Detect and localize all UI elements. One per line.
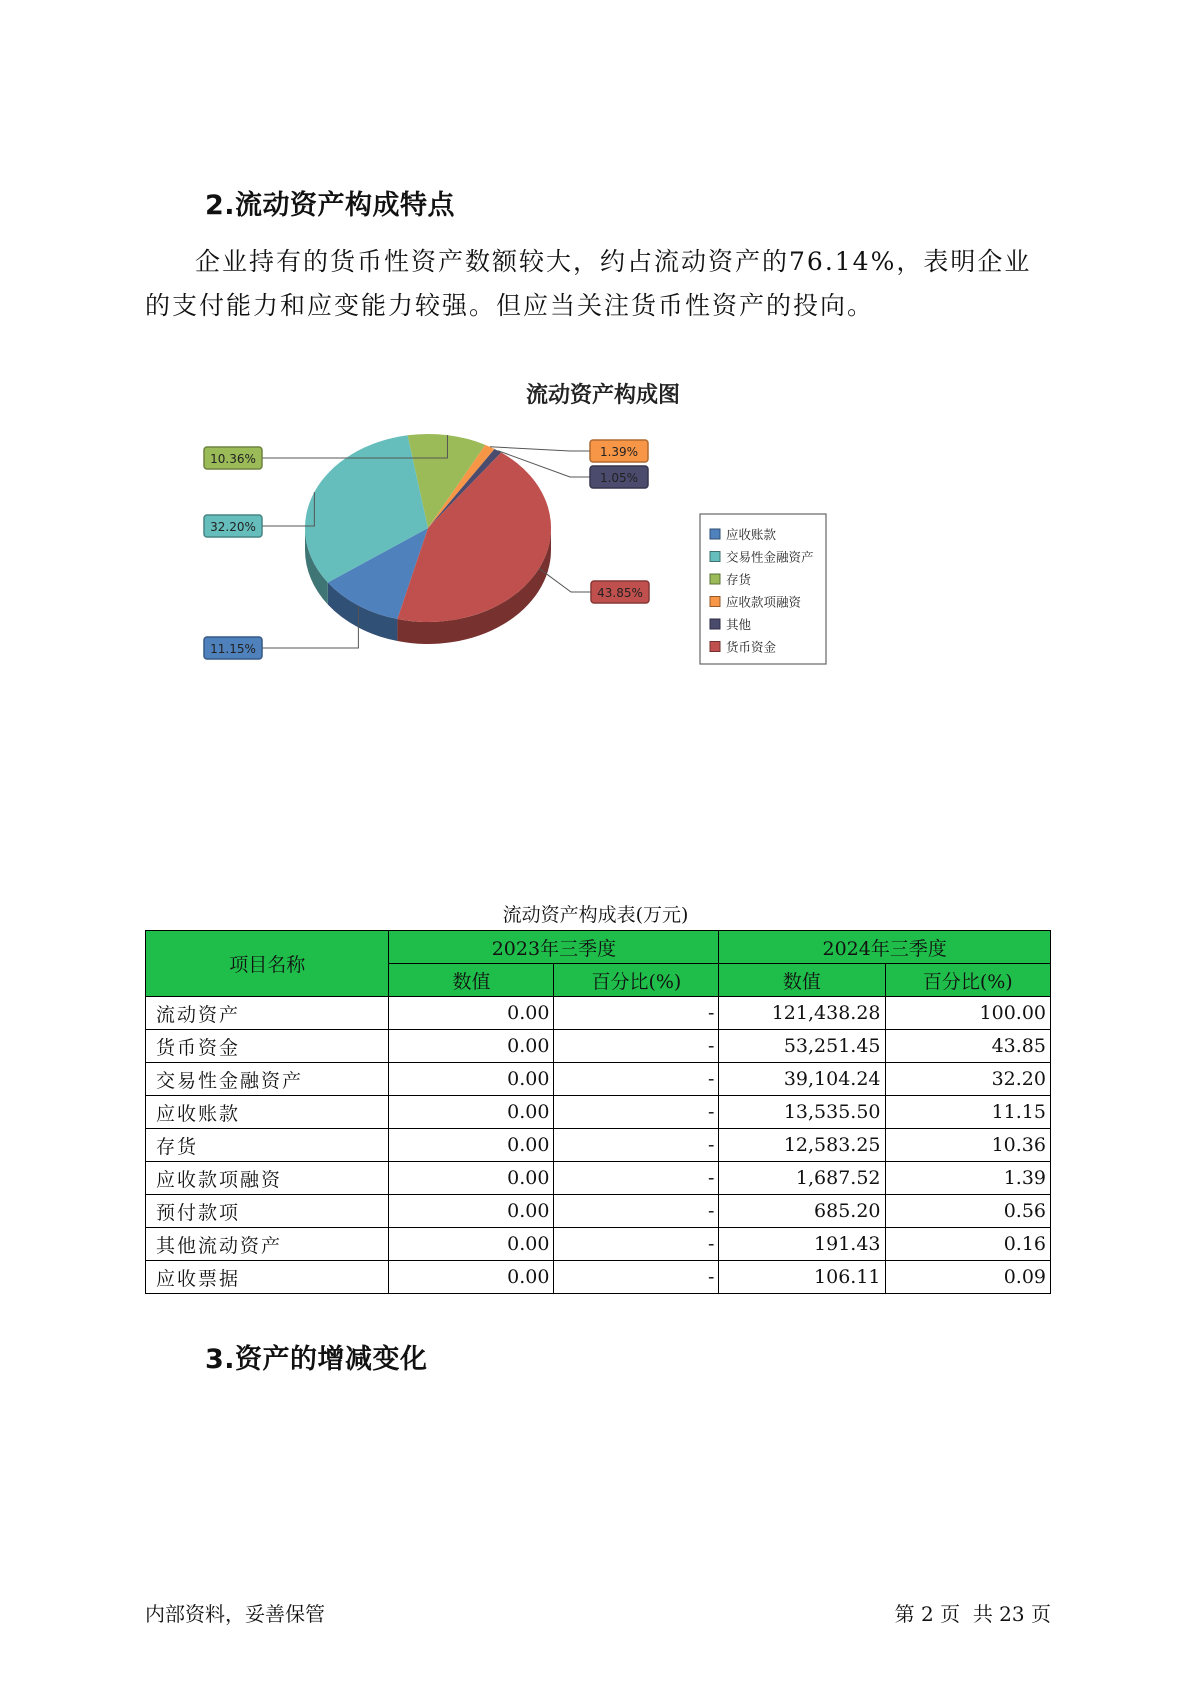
row-name: 流动资产 [146, 997, 389, 1030]
legend-swatch [710, 597, 720, 607]
row-percent-2024: 43.85 [885, 1030, 1050, 1063]
row-value-2023: 0.00 [389, 1030, 554, 1063]
table-row [146, 997, 1051, 1030]
legend-swatch [710, 619, 720, 629]
leader-line [490, 447, 590, 451]
table-row [146, 1228, 1051, 1261]
row-value-2024: 106.11 [719, 1261, 885, 1294]
data-label: 1.39% [599, 445, 639, 459]
table-row [146, 1096, 1051, 1129]
row-value-2023: 0.00 [389, 1129, 554, 1162]
header-item-name: 项目名称 [146, 931, 389, 997]
subheader-value-2023: 数值 [389, 964, 554, 997]
row-name: 应收票据 [146, 1261, 389, 1294]
row-percent-2024: 0.09 [885, 1261, 1050, 1294]
footer-page-number: 第 2 页 共 23 页 [894, 1602, 1051, 1626]
legend-label: 应收款项融资 [726, 594, 802, 610]
row-value-2023: 0.00 [389, 1063, 554, 1096]
row-name: 应收款项融资 [146, 1162, 389, 1195]
current-assets-table [145, 930, 1051, 1294]
row-value-2023: 0.00 [389, 1096, 554, 1129]
row-percent-2023: - [554, 1162, 719, 1195]
row-percent-2023: - [554, 1096, 719, 1129]
legend-label: 其他 [726, 617, 752, 632]
legend-swatch [710, 574, 720, 584]
row-name: 交易性金融资产 [146, 1063, 389, 1096]
data-label: 11.15% [210, 642, 256, 656]
subheader-percent-2024: 百分比(%) [885, 964, 1050, 997]
row-value-2024: 12,583.25 [719, 1129, 885, 1162]
table-row [146, 1129, 1051, 1162]
row-name: 其他流动资产 [146, 1228, 389, 1261]
row-percent-2023: - [554, 1195, 719, 1228]
chart-title: 流动资产构成图 [525, 383, 681, 408]
subheader-percent-2023: 百分比(%) [554, 964, 719, 997]
row-percent-2023: - [554, 1228, 719, 1261]
section-2-heading: 2.流动资产构成特点 [205, 190, 456, 221]
footer-confidential: 内部资料，妥善保管 [145, 1602, 325, 1626]
row-percent-2024: 1.39 [885, 1162, 1050, 1195]
data-label: 43.85% [597, 586, 643, 600]
legend-label: 应收账款 [726, 527, 777, 542]
chart-legend [700, 514, 826, 664]
legend-swatch [710, 529, 720, 539]
pie-chart [0, 0, 1191, 700]
row-value-2024: 13,535.50 [719, 1096, 885, 1129]
legend-swatch [710, 552, 720, 562]
legend-label: 存货 [726, 572, 752, 587]
table-row [146, 1030, 1051, 1063]
row-value-2023: 0.00 [389, 1195, 554, 1228]
data-label: 10.36% [210, 452, 256, 466]
row-value-2023: 0.00 [389, 997, 554, 1030]
table-row [146, 1063, 1051, 1096]
row-percent-2024: 32.20 [885, 1063, 1050, 1096]
data-label: 1.05% [599, 471, 639, 485]
row-percent-2024: 100.00 [885, 997, 1050, 1030]
row-value-2024: 1,687.52 [719, 1162, 885, 1195]
row-percent-2023: - [554, 997, 719, 1030]
row-percent-2023: - [554, 1261, 719, 1294]
row-value-2023: 0.00 [389, 1261, 554, 1294]
table-row [146, 1261, 1051, 1294]
legend-swatch [710, 642, 720, 652]
row-name: 存货 [146, 1129, 389, 1162]
row-name: 预付款项 [146, 1195, 389, 1228]
subheader-value-2024: 数值 [719, 964, 885, 997]
row-percent-2023: - [554, 1063, 719, 1096]
table-caption: 流动资产构成表(万元) [502, 904, 689, 926]
row-percent-2024: 0.16 [885, 1228, 1050, 1261]
row-percent-2024: 11.15 [885, 1096, 1050, 1129]
table-row [146, 1195, 1051, 1228]
row-value-2023: 0.00 [389, 1162, 554, 1195]
row-value-2024: 191.43 [719, 1228, 885, 1261]
row-name: 应收账款 [146, 1096, 389, 1129]
row-value-2023: 0.00 [389, 1228, 554, 1261]
row-name: 货币资金 [146, 1030, 389, 1063]
row-percent-2024: 0.56 [885, 1195, 1050, 1228]
row-value-2024: 121,438.28 [719, 997, 885, 1030]
header-period-2023: 2023年三季度 [389, 931, 719, 964]
legend-label: 货币资金 [726, 639, 777, 655]
row-value-2024: 53,251.45 [719, 1030, 885, 1063]
table-row [146, 1162, 1051, 1195]
legend-label: 交易性金融资产 [726, 549, 814, 565]
row-percent-2023: - [554, 1030, 719, 1063]
row-percent-2023: - [554, 1129, 719, 1162]
header-period-2024: 2024年三季度 [719, 931, 1051, 964]
row-percent-2024: 10.36 [885, 1129, 1050, 1162]
section-3-heading: 3.资产的增减变化 [205, 1344, 428, 1375]
data-label: 32.20% [210, 520, 256, 534]
section-2-paragraph: 企业持有的货币性资产数额较大，约占流动资产的76.14%，表明企业的支付能力和应变能力较强。但应当关注货币性资产的投向。 [145, 247, 1032, 320]
row-value-2024: 685.20 [719, 1195, 885, 1228]
row-value-2024: 39,104.24 [719, 1063, 885, 1096]
